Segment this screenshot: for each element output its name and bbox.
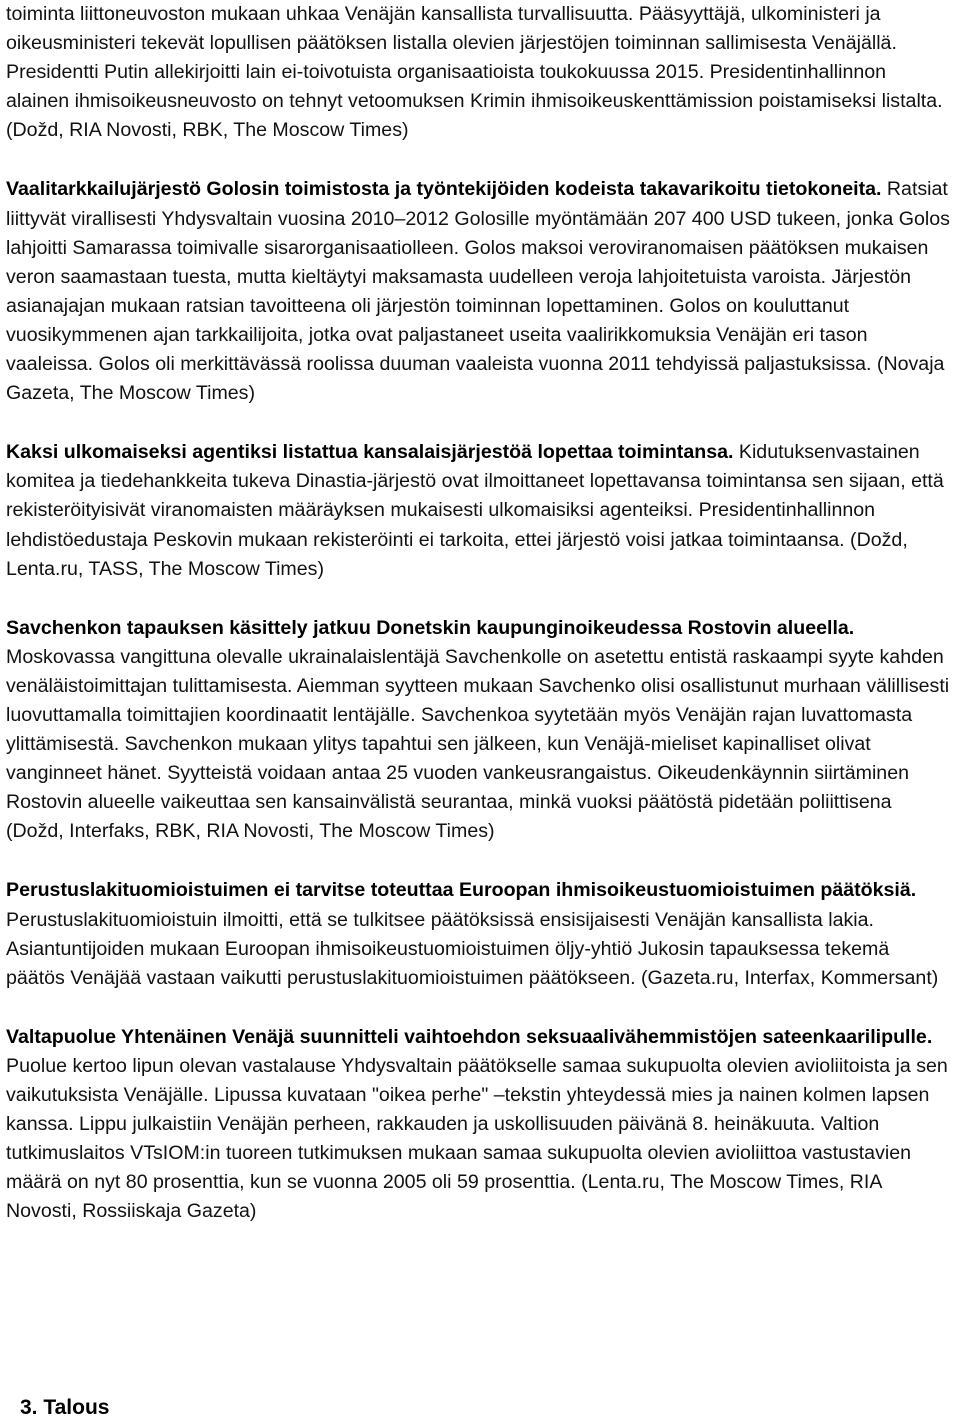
news-body: Moskovassa vangittuna olevalle ukrainalaislentäjä Savchenkolle on asetettu entistä raskaampi syyte kahden venäläistoimittajan tulittamisesta. Aiemman syytteen mukaan Savchenko olisi osallistunut murhaan välillisesti luovuttamalla toimittajien koordinaatit lentäjälle. Savchenkoa syytetään myös Venäjän rajan luvattomasta ylittämisestä. Savchenkon mukaan ylitys tapahtui sen jälkeen, kun Venäjä-mieliset kapinalliset olivat vanginneet hänet. Syytteistä voidaan antaa 25 vuoden vankeusrangaistus. Oikeudenkäynnin siirtäminen Rostovin alueelle vaikeuttaa sen kansainvälistä seurantaa, minkä vuoksi päätöstä pidetään poliittisena (Dožd, Interfaks, RBK, RIA Novosti, The Moscow Times) <box>6 645 950 843</box>
news-headline: Vaalitarkkailujärjestö Golosin toimistosta ja työntekijöiden kodeista takavarikoitu tietokoneita. <box>6 178 882 201</box>
news-item-golos <box>6 175 950 408</box>
paragraph-spacer <box>6 584 950 614</box>
news-headline: Valtapuolue Yhtenäinen Venäjä suunnitteli vaihtoehdon seksuaalivähemmistöjen sateenkaarilipulle. <box>6 1025 933 1048</box>
intro-paragraph: toiminta liittoneuvoston mukaan uhkaa Venäjän kansallista turvallisuutta. Pääsyyttäjä, ulkoministeri ja oikeusministeri tekevät lopullisen päätöksen listalla olevien järjestöjen toiminnan sallimisesta Venäjällä. Presidentti Putin allekirjoitti lain ei-toivotuista organisaatioista toukokuussa 2015. Presidentinhallinnon alainen ihmisoikeusneuvosto on tehnyt vetoomuksen Krimin ihmisoikeuskenttämission poistamiseksi listalta. (Dožd, RIA Novosti, RBK, The Moscow Times) <box>6 3 943 142</box>
news-item-constitutional-court <box>6 876 950 992</box>
section-heading: 3. Talous <box>20 1396 110 1419</box>
paragraph-spacer <box>6 145 950 175</box>
paragraph-spacer <box>6 408 950 438</box>
news-body: Perustuslakituomioistuin ilmoitti, että se tulkitsee päätöksissä ensisijaisesti Venäjän kansallista lakia. Asiantuntijoiden mukaan Euroopan ihmisoikeustuomioistuimen öljy-yhtiö Jukosin tapauksessa tekemä päätös Venäjää vastaan vaikutti perustuslakituomioistuimen päätökseen. (Gazeta.ru, Interfax, Kommersant) <box>6 908 939 989</box>
news-headline: Kaksi ulkomaiseksi agentiksi listattua kansalaisjärjestöä lopettaa toimintansa. <box>6 441 734 464</box>
paragraph-spacer <box>6 993 950 1023</box>
document-page <box>6 0 950 1226</box>
news-body: Puolue kertoo lipun olevan vastalause Yhdysvaltain päätökselle samaa sukupuolta olevien avioliitoista ja sen vaikutuksista Venäjälle. Lipussa kuvataan "oikea perhe" –tekstin yhteydessä mies ja nainen kolmen lapsen kanssa. Lippu julkaistiin Venäjän perheen, rakkauden ja uskollisuuden päivänä 8. heinäkuuta. Valtion tutkimuslaitos VTsIOM:in tuoreen tutkimuksen mukaan samaa sukupuolta olevien avioliittoa vastustavien määrä on nyt 80 prosenttia, kun se vuonna 2005 oli 59 prosenttia. (Lenta.ru, The Moscow Times, RIA Novosti, Rossiiskaja Gazeta) <box>6 1054 948 1223</box>
news-body: Kidutuksenvastainen komitea ja tiedehankkeita tukeva Dinastia-järjestö ovat ilmoittaneet lopettavansa toimintansa sen sijaan, että rekisteröityisivät viranomaisten määräyksen mukaisesti ulkomaisiksi agenteiksi. Presidentinhallinnon lehdistöedustaja Peskovin mukaan rekisteröinti ei tarkoita, ettei järjestö voisi jatkaa toimintaansa. (Dožd, Lenta.ru, TASS, The Moscow Times) <box>6 441 944 580</box>
news-headline: Perustuslakituomioistuimen ei tarvitse toteuttaa Euroopan ihmisoikeustuomioistuimen päätöksiä. <box>6 879 917 902</box>
news-item-flag <box>6 1023 950 1227</box>
news-item-savchenko <box>6 614 950 847</box>
paragraph-spacer <box>6 846 950 876</box>
news-body: Ratsiat liittyvät virallisesti Yhdysvaltain vuosina 2010–2012 Golosille myöntämään 207 400 USD tukeen, jonka Golos lahjoitti Samarassa toimivalle sisarorganisaatiolleen. Golos maksoi veroviranomaisen päätöksen mukaisen veron saamastaan tuesta, mutta kieltäytyi maksamasta uudelleen veroja lahjoitetuista varoista. Järjestön asianajajan mukaan ratsian tavoitteena oli järjestön toiminnan lopettaminen. Golos on kouluttanut vuosikymmenen ajan tarkkailijoita, jotka ovat paljastaneet useita vaalirikkomuksia Venäjän eri tason vaaleissa. Golos oli merkittävässä roolissa duuman vaaleista vuonna 2011 tehdyissä paljastuksissa. (Novaja Gazeta, The Moscow Times) <box>6 178 950 405</box>
news-headline: Savchenkon tapauksen käsittely jatkuu Donetskin kaupunginoikeudessa Rostovin alueella. <box>6 616 855 639</box>
news-item-foreign-agents <box>6 438 950 583</box>
